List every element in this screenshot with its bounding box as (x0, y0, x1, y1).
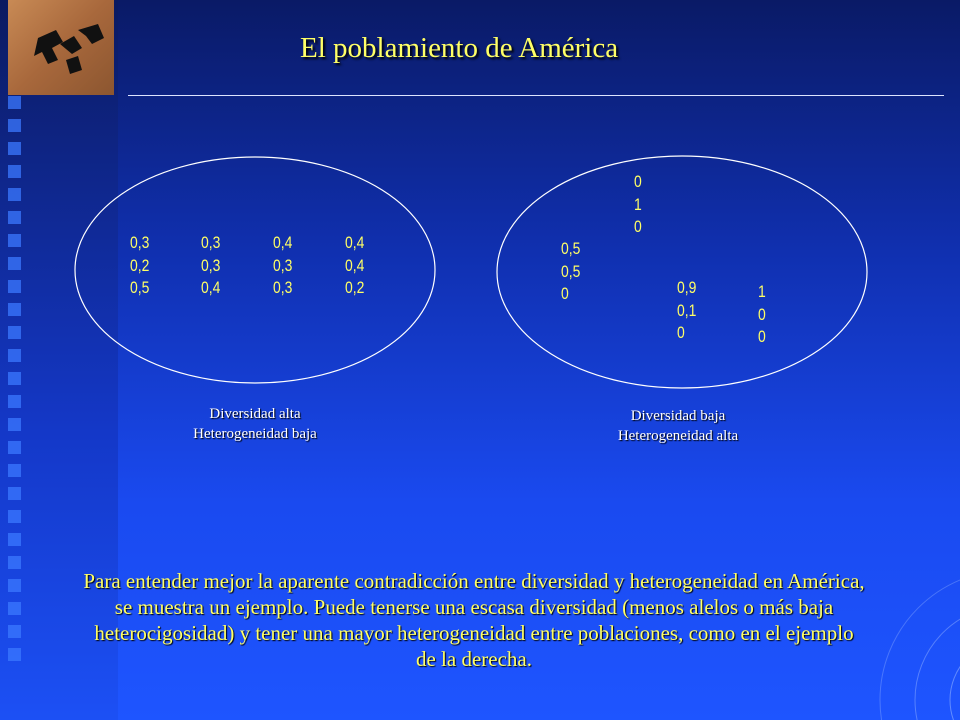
value: 0 (634, 172, 642, 191)
left-caption-line1: Diversidad alta (209, 406, 301, 422)
value: 0,3 (273, 255, 293, 275)
value: 0,3 (130, 233, 150, 252)
left-cluster-1 (130, 232, 149, 300)
value: 0,2 (130, 255, 150, 275)
left-caption (155, 404, 355, 444)
value: 0 (561, 284, 569, 303)
value: 0,5 (130, 278, 150, 297)
value: 0,9 (677, 278, 697, 297)
value: 0,3 (201, 255, 221, 275)
title-divider (128, 95, 944, 96)
value: 0,4 (273, 233, 293, 252)
right-cluster-3 (677, 277, 696, 345)
value: 0 (758, 304, 766, 324)
value: 1 (634, 194, 642, 214)
right-caption-line1: Diversidad baja (630, 408, 726, 424)
left-caption-line2: Heterogeneidad baja (193, 426, 317, 442)
right-cluster-4 (758, 281, 766, 349)
value: 0,4 (345, 233, 365, 252)
value: 0,4 (345, 255, 365, 275)
right-caption-line2: Heterogeneidad alta (617, 428, 739, 444)
value: 0,3 (273, 278, 293, 297)
value: 0,3 (201, 233, 221, 252)
explanation-paragraph: Para entender mejor la aparente contradicción entre diversidad y heterogeneidad en América, se muestra un ejemplo. Puede tenerse una escasa diversidad (menos alelos o más baja heterocigosidad) y tener una mayor heterogeneidad entre poblaciones, como en el ejemplo de la derecha. (83, 569, 865, 671)
page-title: El poblamiento de América (300, 32, 619, 64)
value: 0,5 (561, 239, 581, 258)
right-cluster-1 (634, 171, 642, 239)
left-cluster-3 (273, 232, 292, 300)
value: 0,5 (561, 261, 581, 281)
right-cluster-2 (561, 238, 580, 306)
right-caption (578, 406, 778, 446)
left-population-ellipse (75, 157, 435, 383)
left-cluster-4 (345, 232, 364, 300)
value: 0,2 (345, 278, 365, 297)
value: 0 (634, 217, 642, 236)
value: 0 (677, 323, 685, 342)
value: 0 (758, 327, 766, 346)
left-cluster-2 (201, 232, 220, 300)
right-population-ellipse (497, 156, 867, 388)
value: 0,4 (201, 278, 221, 297)
value: 0,1 (677, 300, 697, 320)
value: 1 (758, 282, 766, 301)
